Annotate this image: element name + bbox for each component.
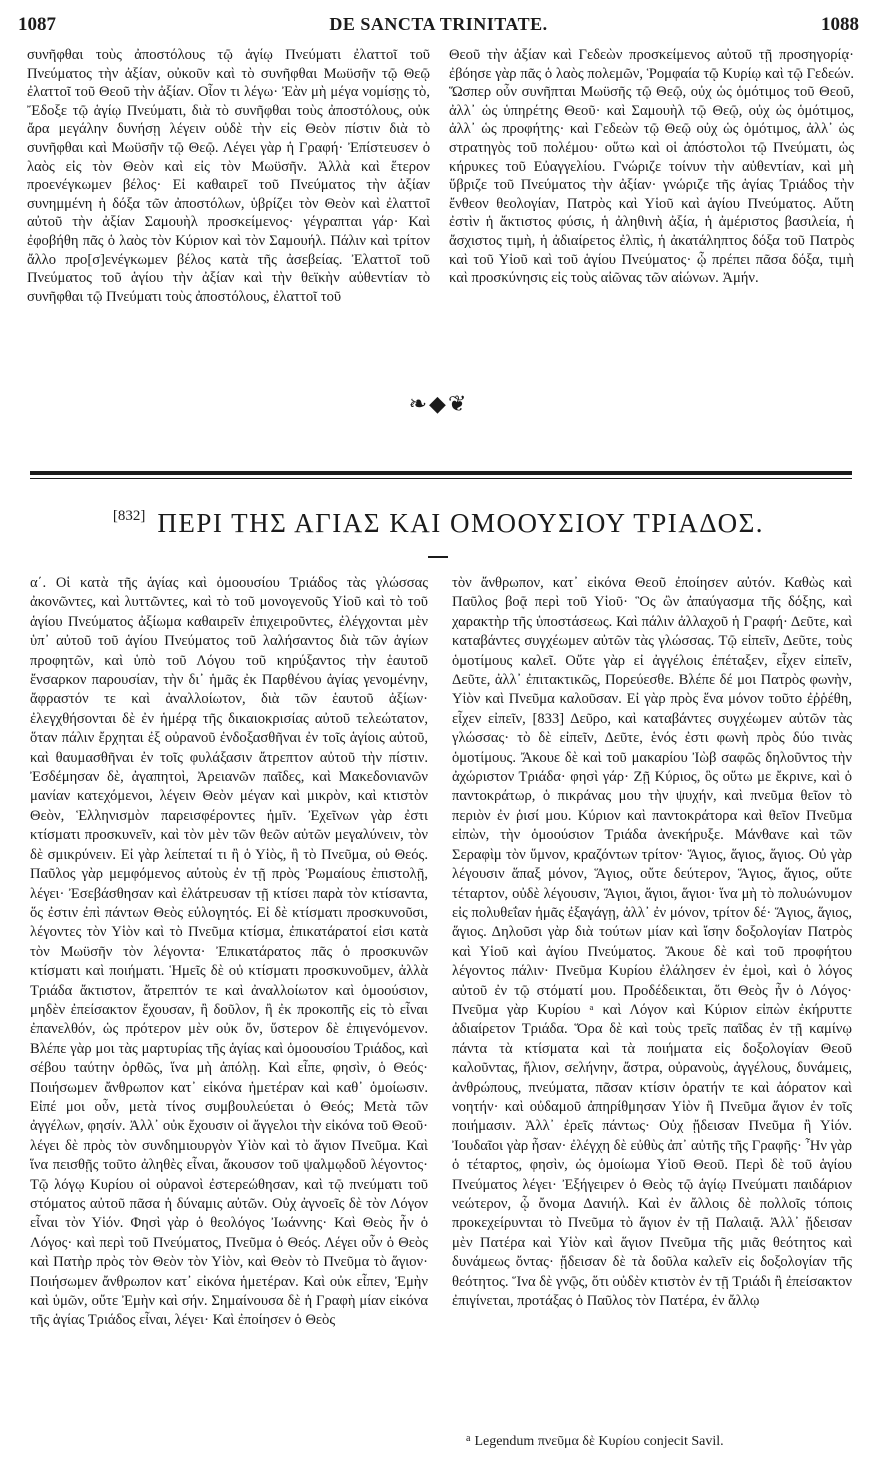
top-right-column xyxy=(449,46,854,356)
body-right-text: τὸν ἄνθρωπον, κατ᾽ εἰκόνα Θεοῦ ἐποίησεν αὐτόν. Καθὼς καὶ Παῦλος βοᾷ περὶ τοῦ Υἱοῦ· Ὃς ὢν ἀπαύγασμα τῆς δόξης, καὶ χαρακτὴρ τῆς ὑποστάσεως. Καὶ πάλιν ἀλλαχοῦ ἡ Γραφή· Δεῦτε, καὶ καταβάντες συγχέωμεν αὐτῶν τὰς γλώσσας. Τῷ εἰπεῖν, Δεῦτε, τοὺς ὁμοτίμους καλεῖ. Οὔτε γὰρ εἰ ἀγγέλοις ἐπέταξεν, εἶχεν εἰπεῖν, Δεῦτε, ἀλλ᾽ ἐπιτακτικῶς, Πορεύεσθε. Βλέπε δέ μοι Πατρὸς φωνὴν, Υἱὸν καὶ Πνεῦμα καλοῦσαν. Εἰ γὰρ πρὸς ἕνα μόνον τοῦτο ἐῤῥέθη, εἶχεν εἰπεῖν, [833] Δεῦρο, καὶ καταβάντες συγχέωμεν αὐτῶν τὰς γλώσσας· τὸ δὲ εἰπεῖν, Δεῦτε, ἑνός ἐστι φωνὴ πρὸς δύο τινὰς ὁμοτίμους. Ἄκουε δὲ καὶ τοῦ μακαρίου Ἰὼβ σαφῶς δηλοῦντος τὴν ἀχώριστον Τριάδα· φησὶ γάρ· Ζῇ Κύριος, ὃς οὕτω με ἔκρινε, καὶ ὁ παντοκράτωρ, ὁ πικράνας μου τὴν ψυχήν, καὶ πνεῦμα θεῖον τὸ περιὸν ἐν ῥισί μου. Κύριον καὶ παντοκράτορα καὶ θεῖον Πνεῦμα εἰπὼν, τὴν ὁμοούσιον Τριάδα ἀνεκήρυξε. Μάνθανε καὶ τῶν Σεραφὶμ τὸν ὕμνον, κραζόντων τρίτον· Ἅγιος, ἅγιος, ἅγιος. Οὐ γὰρ λέγουσιν ἅπαξ μόνον, Ἅγιος, οὔτε δεύτερον, Ἅγιος, ἅγιος, οὔτε τέταρτον, οὐδὲ λέγουσιν, Ἅγιοι, ἅγιοι, ἅγιοι· ἵνα μὴ τὸ πολυώνυμον εἰς πολυθεΐαν ἡμᾶς ἐξαγάγῃ, ἀλλ᾽ ἐν μόνον, τρίτον δέ· Ἅγιος, ἅγιος, ἅγιος. Δηλοῦσι γὰρ διὰ τούτων μίαν καὶ ἴσην δοξολογίαν Πατρὸς καὶ Υἱοῦ καὶ ἁγίου Πνεύματος. Ἄκουε δὲ καὶ τοῦ προφήτου λέγοντος πάλιν· Πνεῦμα Κυρίου ἐλάλησεν ἐν ἐμοὶ, καὶ ὁ λόγος αὐτοῦ ἐν τῷ στόματί μου. Προδέδεικται, ὅτι Θεὸς ἦν ὁ Λόγος· Πνεῦμα γὰρ Κυρίου ᵃ καὶ Λόγον καὶ Κύριον εἰπὼν ἐκήρυττε ἀδιαίρετον Τριάδα. Ὅρα δὲ καὶ τοὺς τρεῖς παῖδας ἐν τῇ καμίνῳ πάντα τὰ κτίσματα καὶ τὰ ποιήματα εἰς δοξολογίαν Θεοῦ καλοῦντας, ἥλιον, σελήνην, ἄστρα, οὐρανοὺς, ἀγγέλους, δυνάμεις, ἀνθρώπους, πνεύματα, πᾶσαν κτίσιν ὁρατήν τε καὶ ἀόρατον καὶ νοητήν· καὶ οὐδαμοῦ ἀπηρίθμησαν Υἱὸν ἢ Πνεῦμα ἅγιον ἐν τοῖς ποιήμασιν. Ἀλλ᾽ ἐρεῖς πάντως· Οὐχ ᾔδεισαν Πνεῦμα ἢ Υἱόν. Ἰουδαῖοι γὰρ ἦσαν· ἐλέγχη δὲ εὐθὺς ἀπ᾽ αὐτῆς τῆς Γραφῆς· Ἦν γὰρ ὁ τέταρτος, φησὶν, ὡς ὁμοίωμα Υἱοῦ Θεοῦ. Περὶ δὲ τοῦ ἁγίου Πνεύματος λέγει· Ἐξήγειρεν ὁ Θεὸς τῷ ἁγίῳ Πνεύματι παιδάριον νεώτερον, ᾧ ὄνομα Δανιήλ. Καὶ ἐν ἄλλοις δὲ πολλοῖς τόποις προκεχείρυνται τὸ Πνεῦμα τὸ ἅγιον ἐν τῇ Παλαιᾷ. Ἀλλ᾽ ᾔδεισαν μὲν Πατέρα καὶ Υἱὸν καὶ ἅγιον Πνεῦμα τῆς μιᾶς θεότητος καὶ δυνάμεως ὄντας· ᾔδεισαν δὲ τὰ δοῦλα καλεῖν εἰς δοξολογίαν τῆς θεότητος. Ἵνα δὲ γνῷς, ὅτι οὐδὲν κτιστὸν ἐν τῇ Τριάδι ἢ ἐπείσακτον ἐπιγίνεται, προτάξας ὁ Παῦλος τὸν Πατέρα, ἐν ἄλλῳ xyxy=(452,575,852,1310)
top-left-text: συνῆφθαι τοὺς ἀποστόλους τῷ ἁγίῳ Πνεύματι ἐλαττοῖ τοῦ Πνεύματος τὴν ἀξίαν, οὐκοῦν καὶ τὸ συνῆφθαι Μωϋσῆν τῷ Θεῷ ἐλαττοῖ τοῦ Θεοῦ τὴν ἀξίαν. Οἷον τι λέγω· Ἐὰν μὴ μέγα νομίσῃς τὸ, Ἔδοξε τῷ ἁγίῳ Πνεύματι, διὰ τὸ συνῆφθαι τοὺς ἀποστόλους, οὐκ ἄρα μεγάλην δυνήσῃ λέγειν οὐδὲ τὴν εἰς Θεὸν πίστιν διὰ τὸ συνῆφθαι καὶ Μωϋσῆν τῷ Θεῷ. Λέγει γὰρ ἡ Γραφή· Ἐπίστευσεν ὁ λαὸς εἰς τὸν Θεὸν καὶ εἰς τὸν Μωϋσῆν. Ἀλλὰ καὶ ἕτερον προενέγκωμεν βέλος· Εἰ καθαιρεῖ τοῦ Πνεύματος τὴν ἀξίαν συνημμένη ἡ δόξα τῶν ἀποστόλων, ὑβρίζει τὸν Θεὸν καὶ ἐλαττοῖ αὐτοῦ τὴν ἀξίαν Σαμουὴλ προσκείμενος· γέγραπται γάρ· Καὶ ἐφοβήθη πᾶς ὁ λαὸς τὸν Κύριον καὶ τὸν Σαμουήλ. Πάλιν καὶ τρίτον ἄλλο προ[σ]ενέγκωμεν βέλος κατὰ τῆς ἀσεβείας. Ἐλαττοῖ τοῦ Πνεύματος τοῦ ἁγίου τὴν ἀξίαν καὶ τὴν θεϊκὴν αὐθεντίαν τὸ συνῆφθαι τῷ Πνεύματι τοὺς ἀποστόλους, ἐλαττοῖ τοῦ xyxy=(27,47,430,305)
running-title: DE SANCTA TRINITATE. xyxy=(329,14,548,34)
page-number-left: 1087 xyxy=(18,14,56,35)
page-number-right: 1088 xyxy=(821,14,859,35)
body-left-column xyxy=(30,574,428,1452)
page-header xyxy=(0,4,877,38)
section-title: ΠΕΡΙ ΤΗΣ ΑΓΙΑΣ ΚΑΙ ΟΜΟΟΥΣΙΟΥ ΤΡΙΑΔΟΣ. xyxy=(157,508,765,538)
section-heading xyxy=(0,508,877,539)
body-left-text: α΄. Οἱ κατὰ τῆς ἁγίας καὶ ὁμοουσίου Τριάδος τὰς γλώσσας ἀκονῶντες, καὶ λυττῶντες, καὶ τὸ τοῦ μονογενοῦς Υἱοῦ καὶ τὸ τοῦ ἁγίου Πνεύματος ἀξίωμα καθαιρεῖν ἐπιχειροῦντες, ἐλέγχονται μὲν ὑπ᾽ αὐτοῦ τοῦ ἁγίου Πνεύματος τοῦ λαλήσαντος διὰ τῶν ἁγίων προφητῶν, καὶ ὑπὸ τοῦ Λόγου τοῦ κηρύξαντος τὴν ἑαυτοῦ ἔνσαρκον παρουσίαν, τὴν δι᾽ ἡμᾶς ἐκ Παρθένου ἁγίας γενομένην, ἄφραστόν τε καὶ ἀναλλοίωτον, διὰ τῶν ἑαυτοῦ ἀξίων· ἐλεγχθήσονται δὲ ἐν ἡμέρᾳ τῆς δικαιοκρισίας αὐτοῦ τελεώτατον, ὅταν πάλιν ἔρχηται ἐξ οὐρανοῦ ἐνδοξασθῆναι ἐν τοῖς ἁγίοις αὐτοῦ, καὶ θαυμασθῆναι ἐν τοῖς φυλάξασιν ἄτρεπτον αὐτοῦ τὴν πίστιν. Ἐσδέμησαν δὲ, ἀγαπητοὶ, Ἀρειανῶν παῖδες, καὶ Μακεδονιανῶν μανίαν κατεχόμενοι, λέγειν Θεὸν μέγαν καὶ μικρὸν, καὶ κτιστὸν Θεὸν, Ἑλληνισμὸν παρεισφέροντες ἡμῖν. Ἐχεῖνων γὰρ ἐστι κτίσματι προσκυνεῖν, καὶ τὸν μὲν τῶν θεῶν αὐτῶν μεγαλύνειν, τὸν δὲ σμικρύνειν. Εἰ γὰρ λείπεταί τι ἢ ὁ Υἱὸς, ἢ τὸ Πνεῦμα, οὐ Θεός. Παῦλος γὰρ μεμφόμενος αὐτοὺς ἐν τῇ πρὸς Ῥωμαίους ἐπιστολῇ, λέγει· Ἐσεβάσθησαν καὶ ἐλάτρευσαν τῇ κτίσει παρὰ τὸν κτίσαντα, ὅς ἐστιν ἐπὶ πάντων Θεὸς εὐλογητός. Εἰ δὲ κτίσματι προσκυνοῦσι, λέγοντες τὸν Υἱὸν καὶ τὸ Πνεῦμα κτίσμα, ἐπικατάρατοί εἰσι κατὰ τὸν Μωϋσῆν τὸν λέγοντα· Ἐπικατάρατος πᾶς ὁ προσκυνῶν κτίσματι καὶ ποιήματι. Ἡμεῖς δὲ οὐ κτίσματι προσκυνοῦμεν, ἀλλὰ Τριάδα ἄκτιστον, ἄτρεπτόν τε καὶ ἀναλλοίωτον καὶ ὁμοούσιον, μηδὲν ἐπείσακτον ἔχουσαν, ἢ δοῦλον, ἢ ἐκ προκοπῆς εἰς τὸ εἶναι ἐπανελθόν, ὡς πρότερον μὲν οὐκ ὄν, ὕστερον δὲ ἐπιγενόμενον. Βλέπε γὰρ μοι τὰς μαρτυρίας τῆς ἁγίας καὶ ὁμοουσίου Τριάδος, καὶ σέβου ταύτην ὀρθῶς, ἵνα μὴ ἀπόλῃ. Καὶ εἶπε, φησὶν, ὁ Θεός· Ποιήσωμεν ἄνθρωπον κατ᾽ εἰκόνα ἡμετέραν καὶ καθ᾽ ὁμοίωσιν. Εἰπέ μοι οὖν, μετὰ τίνος συμβουλεύεται ὁ Θεός; Μετὰ τῶν ἀγγέλων, φησίν. Ἀλλ᾽ οὐκ ἔχουσιν οἱ ἄγγελοι τὴν εἰκόνα τοῦ Θεοῦ· λέγει δὲ πρὸς τὸν συνδημιουργὸν Υἱὸν καὶ τὸ ἅγιον Πνεῦμα. Καὶ ἵνα πεισθῇς τοῦτο ἀληθὲς εἶναι, ἄκουσον τοῦ ψαλμῳδοῦ λέγοντος· Τῷ λόγῳ Κυρίου οἱ οὐρανοὶ ἐστερεώθησαν, καὶ τῷ πνεύματι τοῦ στόματος αὐτοῦ πᾶσα ἡ δύναμις αὐτῶν. Οὐχ ἀγνοεῖς δὲ τὸν Λόγον εἶναι τὸν Υἱόν. Φησὶ γὰρ ὁ θεολόγος Ἰωάννης· Καὶ Θεὸς ἦν ὁ Λόγος· καὶ περὶ τοῦ Πνεύματος, Πνεῦμα ὁ Θεός. Λέγει οὖν ὁ Θεὸς καὶ Πατὴρ πρὸς τὸν Θεὸν τὸν Υἱὸν, καὶ Θεὸν τὸ Πνεῦμα τὸ ἅγιον· Ποιήσωμεν ἄνθρωπον κατ᾽ εἰκόνα ἡμετέραν. Καὶ οὐκ εἶπεν, Ἐμὴν καὶ ὑμῶν, οὔτε Ἐμὴν καὶ σήν. Σημαίνουσα δὲ ἡ Γραφὴ μίαν εἰκόνα τῆς ἁγίας Τριάδος εἶναι, λέγει· Καὶ ἐποίησεν ὁ Θεὸς xyxy=(30,575,428,1329)
title-dash xyxy=(428,556,448,558)
body-right-column xyxy=(452,574,852,1430)
fleuron-ornament: ❧◆❦ xyxy=(408,392,469,417)
section-divider-thin xyxy=(30,478,852,479)
section-number: [832] xyxy=(112,508,146,524)
footnote-mark: a xyxy=(466,1433,471,1444)
top-left-column xyxy=(27,46,430,356)
section-divider-thick xyxy=(30,471,852,475)
footnote-text: Legendum πνεῦμα δὲ Κυρίου conjecit Savil. xyxy=(474,1434,724,1449)
footnote xyxy=(466,1433,854,1450)
top-right-text: Θεοῦ τὴν ἀξίαν καὶ Γεδεὼν προσκείμενος αὐτοῦ τῇ προσηγορίᾳ· ἐβόησε γὰρ πᾶς ὁ λαὸς πολεμῶν, Ῥομφαία τῷ Κυρίῳ καὶ τῷ Γεδεών. Ὥσπερ οὖν συνῆπται Μωϋσῆς τῷ Θεῷ, οὐχ ὡς ὁμότιμος τοῦ Θεοῦ, ἀλλ᾽ ὡς ὑπηρέτης Θεοῦ· καὶ Σαμουὴλ τῷ Θεῷ, οὐχ ὡς ὁμότιμος, ἀλλ᾽ ὡς προφήτης· καὶ Γεδεὼν τῷ Θεῷ οὐχ ὡς ὁμότιμος, ἀλλ᾽ ὡς στρατηγὸς τοῦ πολέμου· οὕτω καὶ οἱ ἀπόστολοι τῷ Πνεύματι, ὡς κήρυκες τοῦ Εὐαγγελίου. Γνώριζε τοίνυν τὴν αὐθεντίαν, καὶ μὴ ὕβριζε τοῦ Πνεύματος τὴν ἀξίαν· γνώριζε τῆς ἁγίας Τριάδος τὴν ἔνθεον θεολογίαν, Πατρὸς καὶ Υἱοῦ καὶ ἁγίου Πνεύματος. Αὕτη ἐστὶν ἡ ἄκτιστος φύσις, ἡ ἀληθινὴ ἀξία, ἡ ἀμέριστος βασιλεία, ἡ ἄσχιστος τιμὴ, ἡ ἀδιαίρετος ἐλπὶς, ἡ ἀκατάληπτος δόξα τοῦ Πατρὸς καὶ τοῦ Υἱοῦ καὶ τοῦ ἁγίου Πνεύματος· ᾧ πρέπει πᾶσα δόξα, τιμὴ καὶ προσκύνησις εἰς τοὺς αἰῶνας τῶν αἰώνων. Ἀμήν. xyxy=(449,47,854,287)
